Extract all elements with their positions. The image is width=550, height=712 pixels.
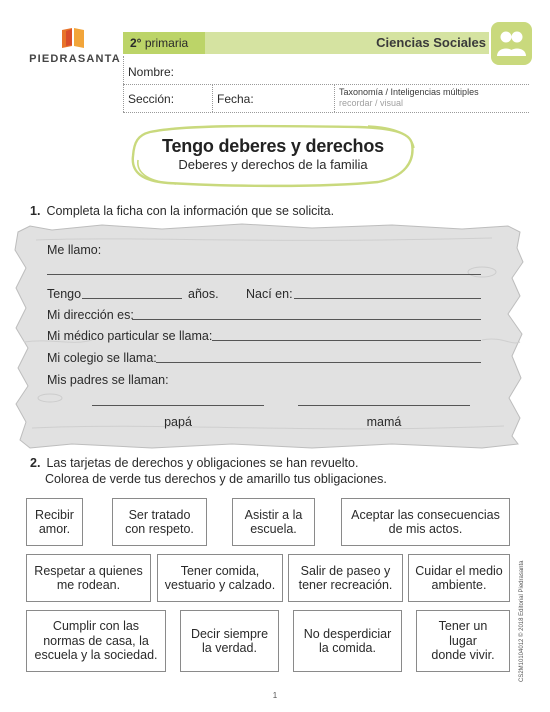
exercise-1-instruction [30, 203, 334, 219]
card-no-desperdiciar[interactable]: No desperdiciar la comida. [293, 610, 402, 672]
taxonomy-detail: recordar / visual [339, 98, 404, 108]
header-left-divider [123, 56, 124, 112]
name-line [123, 84, 529, 85]
subject-badge [491, 22, 532, 65]
card-recibir-amor[interactable]: Recibir amor. [26, 498, 83, 546]
birthplace-line[interactable] [294, 298, 481, 299]
field-anos: años. [188, 287, 219, 301]
grade-label: primaria [144, 36, 189, 50]
card-tener-lugar[interactable]: Tener un lugar donde vivir. [416, 610, 510, 672]
exercise-2-line-1: Las tarjetas de derechos y obligaciones se han revuelto. [46, 456, 359, 470]
section-line [123, 112, 529, 113]
page-number: 1 [272, 691, 278, 700]
card-asistir-escuela[interactable]: Asistir a la escuela. [232, 498, 315, 546]
page-title: Tengo deberes y derechos [162, 136, 384, 156]
section-label: Sección: [128, 92, 175, 106]
card-aceptar-consecuencias[interactable]: Aceptar las consecuencias de mis actos. [341, 498, 510, 546]
publisher-name: PIEDRASANTA [29, 53, 121, 65]
people-icon [496, 29, 527, 58]
field-colegio: Mi colegio se llama: [47, 351, 157, 365]
exercise-2-instruction [30, 455, 358, 471]
father-line[interactable] [92, 405, 264, 406]
page-subtitle: Deberes y derechos de la familia [178, 157, 368, 172]
age-line[interactable] [82, 298, 182, 299]
field-direccion: Mi dirección es: [47, 308, 134, 322]
date-label: Fecha: [217, 92, 254, 106]
label-mama: mamá [366, 415, 402, 429]
me-llamo-line[interactable] [47, 274, 481, 275]
mother-line[interactable] [298, 405, 470, 406]
exercise-2-instruction-2 [45, 471, 387, 487]
exercise-2-number: 2. [30, 456, 41, 470]
grade-number: 2° [130, 36, 142, 50]
name-label: Nombre: [128, 65, 175, 79]
exercise-2-line-2: Colorea de verde tus derechos y de amarillo tus obligaciones. [45, 472, 387, 486]
field-padres: Mis padres se llaman: [47, 373, 169, 387]
exercise-1-number: 1. [30, 204, 41, 218]
label-papa: papá [164, 415, 192, 429]
card-ser-tratado[interactable]: Ser tratado con respeto. [112, 498, 207, 546]
copyright-note: CS2M10104012 © 2018 Editorial Piedrasanta [519, 560, 525, 682]
book-logo-icon [60, 26, 86, 50]
card-decir-verdad[interactable]: Decir siempre la verdad. [180, 610, 279, 672]
section-divider [212, 84, 213, 112]
field-tengo: Tengo [47, 287, 82, 301]
card-respetar[interactable]: Respetar a quienes me rodean. [26, 554, 151, 602]
card-cumplir-normas[interactable]: Cumplir con las normas de casa, la escuela y la sociedad. [26, 610, 166, 672]
card-salir-paseo[interactable]: Salir de paseo y tener recreación. [288, 554, 403, 602]
exercise-1-text: Completa la ficha con la información que se solicita. [46, 204, 335, 218]
school-line[interactable] [156, 362, 481, 363]
field-naci-en: Nací en: [246, 287, 293, 301]
taxonomy-label: Taxonomía / Inteligencias múltiples [339, 87, 479, 97]
field-medico: Mi médico particular se llama: [47, 329, 213, 343]
card-cuidar-ambiente[interactable]: Cuidar el medio ambiente. [408, 554, 510, 602]
field-me-llamo: Me llamo: [47, 243, 102, 257]
address-line[interactable] [132, 319, 481, 320]
grade-badge [123, 32, 205, 54]
card-tener-comida[interactable]: Tener comida, vestuario y calzado. [157, 554, 283, 602]
subject-title: Ciencias Sociales [376, 35, 486, 50]
date-divider [334, 84, 335, 112]
publisher-logo [20, 26, 130, 66]
doctor-line[interactable] [212, 340, 481, 341]
